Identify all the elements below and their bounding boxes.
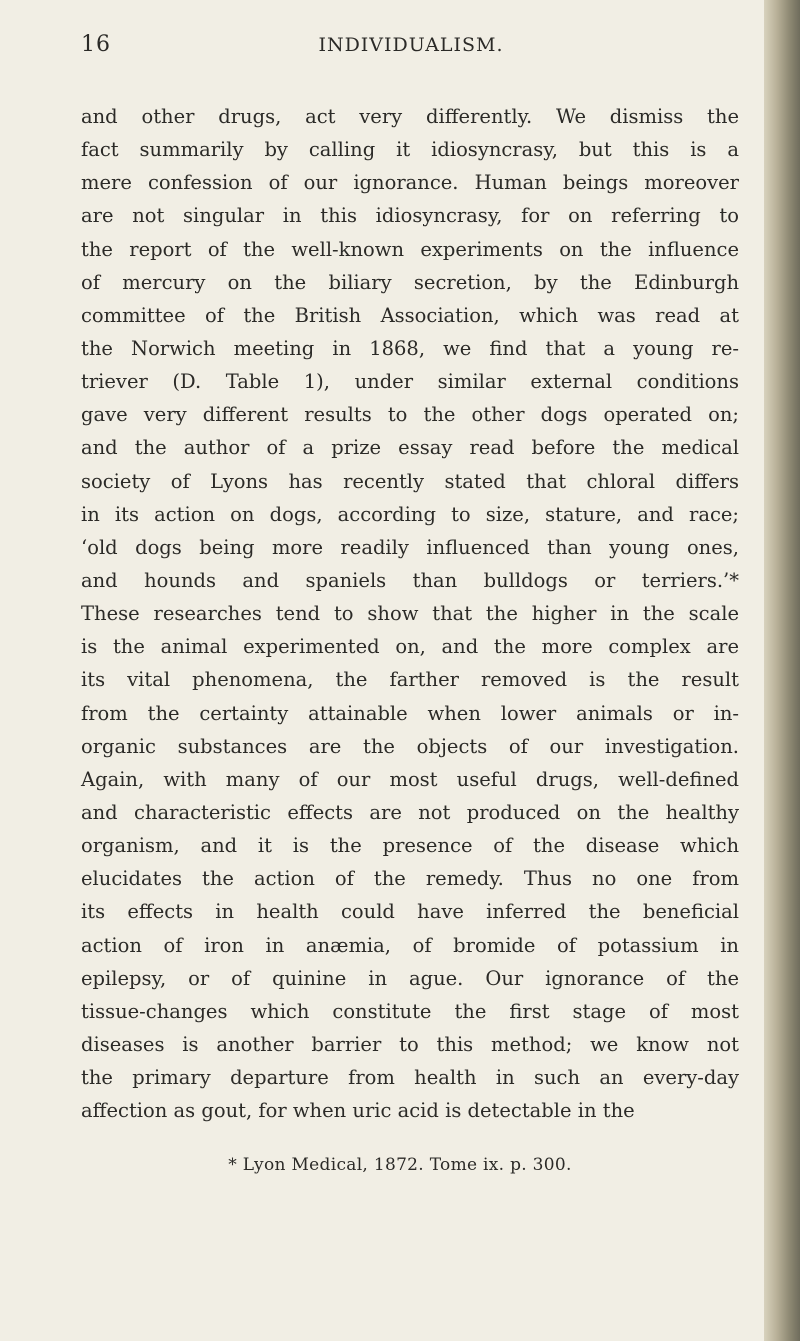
text-line: elucidates the action of the remedy. Thus no one from	[81, 867, 739, 891]
text-line: and characteristic effects are not produced on the healthy	[81, 800, 739, 824]
text-line: gave very different results to the other dogs operated on;	[81, 403, 739, 427]
text-line: organism, and it is the presence of the disease which	[81, 834, 739, 858]
text-line: affection as gout, for when uric acid is detectable in the	[81, 1099, 635, 1123]
text-line: its effects in health could have inferred the beneficial	[81, 900, 739, 924]
text-line: epilepsy, or of quinine in ague. Our ignorance of the	[81, 966, 739, 990]
text-line: and the author of a prize essay read before the medical	[81, 436, 739, 460]
text-line: mere confession of our ignorance. Human beings moreover	[81, 171, 739, 195]
text-line: the primary departure from health in such an every-day	[81, 1066, 739, 1090]
page-binding-edge	[764, 0, 800, 1341]
text-line: organic substances are the objects of our investigation.	[81, 734, 739, 758]
page-number: 16	[81, 32, 111, 57]
text-line: Again, with many of our most useful drugs, well-defined	[81, 767, 739, 791]
text-line: society of Lyons has recently stated that chloral differs	[81, 469, 739, 493]
text-line: in its action on dogs, according to size, stature, and race;	[81, 502, 739, 526]
text-line: and other drugs, act very differently. We dismiss the	[81, 105, 739, 128]
body-text	[81, 100, 739, 1127]
text-line: diseases is another barrier to this method; we know not	[81, 1032, 739, 1056]
text-line: committee of the British Association, which was read at	[81, 303, 739, 327]
text-line: is the animal experimented on, and the more complex are	[81, 635, 739, 659]
text-line: its vital phenomena, the farther removed is the result	[81, 668, 739, 692]
text-line: fact summarily by calling it idiosyncrasy, but this is a	[81, 138, 739, 162]
footnote: * Lyon Medical, 1872. Tome ix. p. 300.	[228, 1155, 572, 1175]
text-line: are not singular in this idiosyncrasy, for on referring to	[81, 204, 739, 228]
text-line: from the certainty attainable when lower animals or in-	[81, 701, 739, 725]
text-line: tissue-changes which constitute the first stage of most	[81, 999, 739, 1023]
text-line: These researches tend to show that the higher in the scale	[81, 602, 739, 626]
text-line: triever (D. Table 1), under similar external conditions	[81, 370, 739, 394]
text-line: and hounds and spaniels than bulldogs or terriers.’*	[81, 568, 739, 592]
text-line: action of iron in anæmia, of bromide of potassium in	[81, 933, 739, 957]
page-header	[81, 28, 741, 60]
text-line: the report of the well-known experiments on the influence	[81, 237, 739, 261]
text-line: ‘old dogs being more readily influenced than young ones,	[81, 535, 739, 559]
running-head: INDIVIDUALISM.	[318, 34, 504, 56]
text-line: the Norwich meeting in 1868, we find that a young re-	[81, 336, 739, 360]
text-line: of mercury on the biliary secretion, by the Edinburgh	[81, 270, 739, 294]
